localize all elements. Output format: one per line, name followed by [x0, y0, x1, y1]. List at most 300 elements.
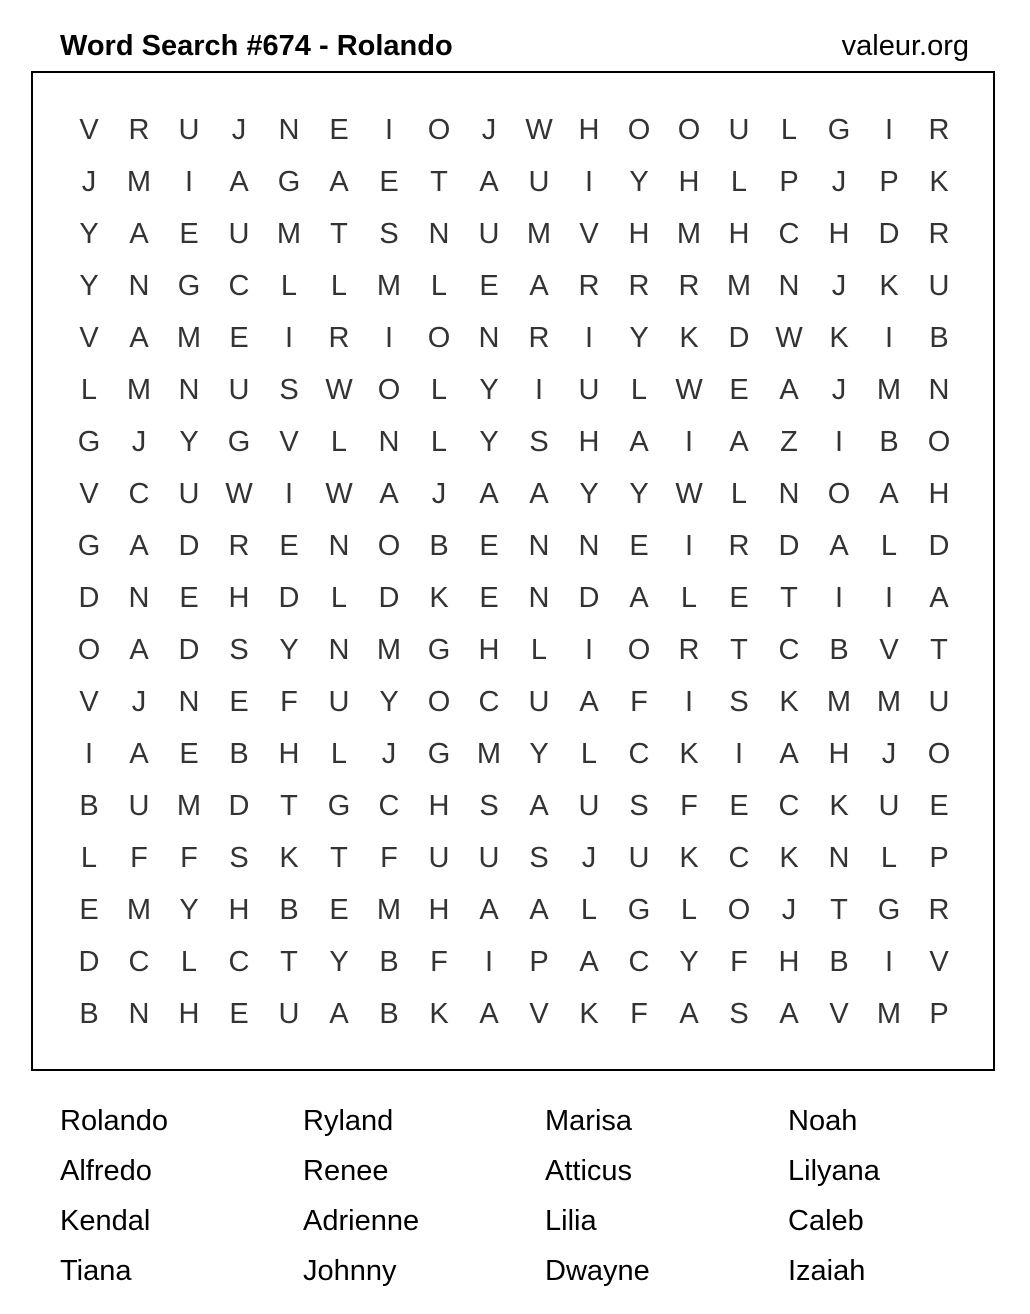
grid-cell[interactable]: C	[778, 790, 800, 822]
grid-cell[interactable]: T	[330, 842, 348, 874]
grid-cell[interactable]: R	[678, 270, 700, 302]
grid-cell[interactable]: K	[879, 270, 899, 302]
grid-cell[interactable]: O	[927, 426, 951, 458]
grid-cell[interactable]: U	[478, 842, 500, 874]
grid-cell[interactable]: A	[479, 478, 499, 510]
grid-cell[interactable]: R	[628, 270, 650, 302]
grid-cell[interactable]: A	[679, 998, 699, 1030]
grid-cell[interactable]: A	[529, 270, 549, 302]
grid-cell[interactable]: M	[876, 374, 902, 406]
grid-cell[interactable]: D	[928, 530, 950, 562]
grid-cell[interactable]: A	[479, 894, 499, 926]
grid-cell[interactable]: I	[684, 530, 694, 562]
grid-cell[interactable]: T	[730, 634, 748, 666]
grid-cell[interactable]: H	[428, 894, 450, 926]
grid-cell[interactable]: Y	[479, 374, 499, 406]
grid-cell[interactable]: V	[579, 218, 599, 250]
grid-cell[interactable]: A	[229, 166, 249, 198]
grid-cell[interactable]: E	[629, 530, 649, 562]
grid-cell[interactable]: E	[379, 166, 399, 198]
grid-cell[interactable]: K	[679, 842, 699, 874]
grid-cell[interactable]: U	[928, 686, 950, 718]
grid-cell[interactable]: L	[330, 426, 348, 458]
grid-cell[interactable]: I	[884, 322, 894, 354]
grid-cell[interactable]: A	[129, 530, 149, 562]
grid-cell[interactable]: R	[228, 530, 250, 562]
grid-cell[interactable]: B	[429, 530, 449, 562]
grid-cell[interactable]: T	[280, 790, 298, 822]
grid-cell[interactable]: V	[79, 114, 99, 146]
grid-cell[interactable]: N	[528, 530, 550, 562]
grid-cell[interactable]: P	[929, 842, 949, 874]
grid-cell[interactable]: M	[176, 790, 202, 822]
grid-cell[interactable]: A	[779, 998, 799, 1030]
grid-cell[interactable]: B	[79, 790, 99, 822]
grid-cell[interactable]: Y	[179, 894, 199, 926]
grid-cell[interactable]: W	[675, 374, 703, 406]
grid-cell[interactable]: N	[178, 686, 200, 718]
grid-cell[interactable]: Z	[780, 426, 798, 458]
grid-cell[interactable]: U	[528, 166, 550, 198]
grid-cell[interactable]: I	[834, 426, 844, 458]
grid-cell[interactable]: Y	[379, 686, 399, 718]
grid-cell[interactable]: U	[578, 374, 600, 406]
grid-cell[interactable]: N	[528, 582, 550, 614]
grid-cell[interactable]: T	[430, 166, 448, 198]
grid-cell[interactable]: P	[529, 946, 549, 978]
grid-cell[interactable]: U	[228, 218, 250, 250]
grid-cell[interactable]: C	[728, 842, 750, 874]
grid-cell[interactable]: Y	[579, 478, 599, 510]
grid-cell[interactable]: J	[481, 114, 497, 146]
grid-cell[interactable]: Y	[679, 946, 699, 978]
grid-cell[interactable]: G	[827, 114, 851, 146]
grid-cell[interactable]: U	[128, 790, 150, 822]
grid-cell[interactable]: Y	[629, 322, 649, 354]
grid-cell[interactable]: Y	[179, 426, 199, 458]
grid-cell[interactable]: B	[829, 634, 849, 666]
grid-cell[interactable]: I	[834, 582, 844, 614]
grid-cell[interactable]: H	[778, 946, 800, 978]
grid-cell[interactable]: S	[279, 374, 299, 406]
grid-cell[interactable]: O	[427, 322, 451, 354]
grid-cell[interactable]: G	[77, 530, 101, 562]
grid-cell[interactable]: I	[84, 738, 94, 770]
grid-cell[interactable]: A	[579, 686, 599, 718]
grid-cell[interactable]: Y	[329, 946, 349, 978]
grid-cell[interactable]: I	[384, 322, 394, 354]
grid-cell[interactable]: D	[78, 582, 100, 614]
grid-cell[interactable]: D	[228, 790, 250, 822]
grid-cell[interactable]: L	[80, 842, 98, 874]
grid-cell[interactable]: A	[329, 166, 349, 198]
grid-cell[interactable]: G	[627, 894, 651, 926]
grid-cell[interactable]: H	[728, 218, 750, 250]
grid-cell[interactable]: E	[479, 530, 499, 562]
grid-cell[interactable]: U	[928, 270, 950, 302]
grid-cell[interactable]: F	[380, 842, 398, 874]
grid-cell[interactable]: A	[129, 738, 149, 770]
grid-cell[interactable]: I	[584, 634, 594, 666]
grid-cell[interactable]: K	[429, 998, 449, 1030]
grid-cell[interactable]: G	[277, 166, 301, 198]
grid-cell[interactable]: V	[79, 478, 99, 510]
grid-cell[interactable]: A	[479, 998, 499, 1030]
grid-cell[interactable]: S	[229, 634, 249, 666]
grid-cell[interactable]: O	[427, 686, 451, 718]
grid-cell[interactable]: K	[829, 790, 849, 822]
grid-cell[interactable]: I	[884, 114, 894, 146]
grid-cell[interactable]: S	[479, 790, 499, 822]
grid-cell[interactable]: N	[478, 322, 500, 354]
grid-cell[interactable]: L	[430, 374, 448, 406]
grid-cell[interactable]: S	[379, 218, 399, 250]
grid-cell[interactable]: W	[525, 114, 553, 146]
grid-cell[interactable]: F	[630, 686, 648, 718]
grid-cell[interactable]: E	[179, 738, 199, 770]
grid-cell[interactable]: C	[228, 946, 250, 978]
grid-cell[interactable]: U	[178, 478, 200, 510]
grid-cell[interactable]: L	[880, 842, 898, 874]
grid-cell[interactable]: N	[328, 634, 350, 666]
grid-cell[interactable]: S	[529, 426, 549, 458]
grid-cell[interactable]: Y	[529, 738, 549, 770]
grid-cell[interactable]: U	[578, 790, 600, 822]
grid-cell[interactable]: A	[929, 582, 949, 614]
grid-cell[interactable]: Y	[629, 166, 649, 198]
grid-cell[interactable]: J	[131, 686, 147, 718]
grid-cell[interactable]: F	[680, 790, 698, 822]
grid-cell[interactable]: V	[79, 686, 99, 718]
grid-cell[interactable]: J	[831, 166, 847, 198]
grid-cell[interactable]: E	[729, 790, 749, 822]
grid-cell[interactable]: W	[325, 478, 353, 510]
grid-cell[interactable]: B	[379, 946, 399, 978]
grid-cell[interactable]: E	[329, 114, 349, 146]
grid-cell[interactable]: L	[430, 426, 448, 458]
grid-cell[interactable]: S	[529, 842, 549, 874]
grid-cell[interactable]: L	[730, 478, 748, 510]
grid-cell[interactable]: K	[929, 166, 949, 198]
grid-cell[interactable]: A	[729, 426, 749, 458]
grid-cell[interactable]: A	[529, 478, 549, 510]
grid-cell[interactable]: Y	[79, 270, 99, 302]
grid-cell[interactable]: D	[778, 530, 800, 562]
grid-cell[interactable]: M	[826, 686, 852, 718]
grid-cell[interactable]: M	[126, 894, 152, 926]
grid-cell[interactable]: L	[330, 738, 348, 770]
grid-cell[interactable]: D	[578, 582, 600, 614]
grid-cell[interactable]: N	[178, 374, 200, 406]
grid-cell[interactable]: M	[676, 218, 702, 250]
grid-cell[interactable]: W	[775, 322, 803, 354]
grid-cell[interactable]: J	[831, 270, 847, 302]
grid-cell[interactable]: C	[228, 270, 250, 302]
grid-cell[interactable]: K	[279, 842, 299, 874]
grid-cell[interactable]: A	[129, 322, 149, 354]
grid-cell[interactable]: J	[881, 738, 897, 770]
grid-cell[interactable]: J	[131, 426, 147, 458]
grid-cell[interactable]: M	[176, 322, 202, 354]
grid-cell[interactable]: M	[126, 374, 152, 406]
grid-cell[interactable]: Y	[279, 634, 299, 666]
grid-cell[interactable]: I	[284, 322, 294, 354]
grid-cell[interactable]: M	[876, 998, 902, 1030]
grid-cell[interactable]: E	[79, 894, 99, 926]
grid-cell[interactable]: E	[179, 218, 199, 250]
grid-cell[interactable]: H	[628, 218, 650, 250]
grid-cell[interactable]: I	[884, 582, 894, 614]
grid-cell[interactable]: C	[128, 478, 150, 510]
grid-cell[interactable]: D	[728, 322, 750, 354]
grid-cell[interactable]: N	[828, 842, 850, 874]
grid-cell[interactable]: O	[427, 114, 451, 146]
grid-cell[interactable]: M	[126, 166, 152, 198]
grid-cell[interactable]: N	[128, 582, 150, 614]
grid-cell[interactable]: E	[729, 582, 749, 614]
grid-cell[interactable]: C	[628, 738, 650, 770]
grid-cell[interactable]: M	[376, 894, 402, 926]
grid-cell[interactable]: I	[584, 166, 594, 198]
grid-cell[interactable]: A	[129, 218, 149, 250]
grid-cell[interactable]: H	[228, 894, 250, 926]
grid-cell[interactable]: G	[77, 426, 101, 458]
grid-cell[interactable]: K	[429, 582, 449, 614]
grid-cell[interactable]: T	[330, 218, 348, 250]
grid-cell[interactable]: U	[478, 218, 500, 250]
grid-cell[interactable]: S	[229, 842, 249, 874]
grid-cell[interactable]: N	[578, 530, 600, 562]
grid-cell[interactable]: U	[428, 842, 450, 874]
grid-cell[interactable]: G	[227, 426, 251, 458]
grid-cell[interactable]: I	[684, 426, 694, 458]
grid-cell[interactable]: E	[479, 582, 499, 614]
grid-cell[interactable]: I	[484, 946, 494, 978]
grid-cell[interactable]: A	[479, 166, 499, 198]
grid-cell[interactable]: P	[929, 998, 949, 1030]
grid-cell[interactable]: E	[329, 894, 349, 926]
grid-cell[interactable]: D	[78, 946, 100, 978]
grid-cell[interactable]: H	[228, 582, 250, 614]
grid-cell[interactable]: H	[178, 998, 200, 1030]
grid-cell[interactable]: N	[278, 114, 300, 146]
grid-cell[interactable]: R	[928, 114, 950, 146]
grid-cell[interactable]: I	[584, 322, 594, 354]
grid-cell[interactable]: G	[427, 738, 451, 770]
grid-cell[interactable]: L	[180, 946, 198, 978]
grid-cell[interactable]: F	[730, 946, 748, 978]
grid-cell[interactable]: R	[328, 322, 350, 354]
grid-cell[interactable]: O	[727, 894, 751, 926]
grid-cell[interactable]: V	[279, 426, 299, 458]
grid-cell[interactable]: E	[479, 270, 499, 302]
grid-cell[interactable]: L	[330, 582, 348, 614]
grid-cell[interactable]: O	[377, 530, 401, 562]
grid-cell[interactable]: A	[529, 894, 549, 926]
grid-cell[interactable]: M	[526, 218, 552, 250]
grid-cell[interactable]: C	[778, 218, 800, 250]
grid-cell[interactable]: A	[629, 582, 649, 614]
grid-cell[interactable]: O	[927, 738, 951, 770]
grid-cell[interactable]: Y	[79, 218, 99, 250]
grid-cell[interactable]: K	[779, 686, 799, 718]
grid-cell[interactable]: N	[378, 426, 400, 458]
grid-cell[interactable]: L	[530, 634, 548, 666]
grid-cell[interactable]: E	[229, 686, 249, 718]
grid-cell[interactable]: P	[879, 166, 899, 198]
grid-cell[interactable]: W	[325, 374, 353, 406]
grid-cell[interactable]: I	[884, 946, 894, 978]
grid-cell[interactable]: C	[478, 686, 500, 718]
grid-cell[interactable]: L	[680, 894, 698, 926]
grid-cell[interactable]: K	[579, 998, 599, 1030]
grid-cell[interactable]: L	[880, 530, 898, 562]
grid-cell[interactable]: G	[177, 270, 201, 302]
grid-cell[interactable]: T	[780, 582, 798, 614]
grid-cell[interactable]: D	[278, 582, 300, 614]
grid-cell[interactable]: L	[730, 166, 748, 198]
grid-cell[interactable]: L	[330, 270, 348, 302]
grid-cell[interactable]: B	[829, 946, 849, 978]
grid-cell[interactable]: V	[929, 946, 949, 978]
grid-cell[interactable]: R	[928, 894, 950, 926]
grid-cell[interactable]: U	[328, 686, 350, 718]
grid-cell[interactable]: E	[929, 790, 949, 822]
grid-cell[interactable]: E	[229, 998, 249, 1030]
grid-cell[interactable]: R	[578, 270, 600, 302]
grid-cell[interactable]: B	[279, 894, 299, 926]
grid-cell[interactable]: D	[178, 634, 200, 666]
grid-cell[interactable]: O	[627, 634, 651, 666]
grid-cell[interactable]: J	[231, 114, 247, 146]
grid-cell[interactable]: H	[828, 738, 850, 770]
grid-cell[interactable]: F	[280, 686, 298, 718]
grid-cell[interactable]: M	[476, 738, 502, 770]
grid-cell[interactable]: I	[534, 374, 544, 406]
grid-cell[interactable]: H	[678, 166, 700, 198]
grid-cell[interactable]: N	[128, 998, 150, 1030]
grid-cell[interactable]: B	[379, 998, 399, 1030]
grid-cell[interactable]: L	[280, 270, 298, 302]
grid-cell[interactable]: I	[734, 738, 744, 770]
grid-cell[interactable]: A	[829, 530, 849, 562]
grid-cell[interactable]: B	[929, 322, 949, 354]
grid-cell[interactable]: G	[427, 634, 451, 666]
grid-cell[interactable]: A	[629, 426, 649, 458]
grid-cell[interactable]: A	[779, 374, 799, 406]
grid-cell[interactable]: V	[879, 634, 899, 666]
grid-cell[interactable]: M	[376, 270, 402, 302]
grid-cell[interactable]: A	[529, 790, 549, 822]
grid-cell[interactable]: N	[128, 270, 150, 302]
grid-cell[interactable]: W	[225, 478, 253, 510]
grid-cell[interactable]: P	[779, 166, 799, 198]
grid-cell[interactable]: A	[579, 946, 599, 978]
grid-cell[interactable]: O	[827, 478, 851, 510]
grid-cell[interactable]: F	[180, 842, 198, 874]
grid-cell[interactable]: R	[528, 322, 550, 354]
grid-cell[interactable]: N	[778, 478, 800, 510]
grid-cell[interactable]: L	[430, 270, 448, 302]
grid-cell[interactable]: N	[428, 218, 450, 250]
grid-cell[interactable]: U	[628, 842, 650, 874]
grid-cell[interactable]: K	[679, 322, 699, 354]
grid-cell[interactable]: E	[229, 322, 249, 354]
grid-cell[interactable]: J	[381, 738, 397, 770]
grid-cell[interactable]: H	[428, 790, 450, 822]
grid-cell[interactable]: U	[878, 790, 900, 822]
grid-cell[interactable]: M	[376, 634, 402, 666]
grid-cell[interactable]: O	[627, 114, 651, 146]
grid-cell[interactable]: L	[580, 738, 598, 770]
grid-cell[interactable]: F	[130, 842, 148, 874]
grid-cell[interactable]: F	[630, 998, 648, 1030]
grid-cell[interactable]: D	[878, 218, 900, 250]
grid-cell[interactable]: K	[779, 842, 799, 874]
grid-cell[interactable]: B	[79, 998, 99, 1030]
grid-cell[interactable]: J	[831, 374, 847, 406]
grid-cell[interactable]: T	[280, 946, 298, 978]
grid-cell[interactable]: Y	[629, 478, 649, 510]
grid-cell[interactable]: A	[779, 738, 799, 770]
grid-cell[interactable]: N	[928, 374, 950, 406]
grid-cell[interactable]: J	[781, 894, 797, 926]
grid-cell[interactable]: V	[529, 998, 549, 1030]
grid-cell[interactable]: R	[928, 218, 950, 250]
grid-cell[interactable]: D	[378, 582, 400, 614]
grid-cell[interactable]: R	[128, 114, 150, 146]
grid-cell[interactable]: S	[729, 686, 749, 718]
grid-cell[interactable]: J	[431, 478, 447, 510]
grid-cell[interactable]: J	[581, 842, 597, 874]
grid-cell[interactable]: U	[278, 998, 300, 1030]
grid-cell[interactable]: F	[430, 946, 448, 978]
grid-cell[interactable]: A	[329, 998, 349, 1030]
grid-cell[interactable]: H	[928, 478, 950, 510]
grid-cell[interactable]: M	[276, 218, 302, 250]
grid-cell[interactable]: S	[729, 998, 749, 1030]
grid-cell[interactable]: H	[828, 218, 850, 250]
grid-cell[interactable]: L	[80, 374, 98, 406]
grid-cell[interactable]: U	[178, 114, 200, 146]
grid-cell[interactable]: L	[630, 374, 648, 406]
grid-cell[interactable]: I	[384, 114, 394, 146]
grid-cell[interactable]: I	[684, 686, 694, 718]
grid-cell[interactable]: K	[829, 322, 849, 354]
grid-cell[interactable]: V	[829, 998, 849, 1030]
grid-cell[interactable]: I	[284, 478, 294, 510]
grid-cell[interactable]: H	[578, 426, 600, 458]
grid-cell[interactable]: H	[478, 634, 500, 666]
grid-cell[interactable]: G	[327, 790, 351, 822]
grid-cell[interactable]: H	[578, 114, 600, 146]
grid-cell[interactable]: L	[580, 894, 598, 926]
grid-cell[interactable]: H	[278, 738, 300, 770]
grid-cell[interactable]: M	[876, 686, 902, 718]
grid-cell[interactable]: C	[628, 946, 650, 978]
grid-cell[interactable]: N	[328, 530, 350, 562]
grid-cell[interactable]: C	[128, 946, 150, 978]
grid-cell[interactable]: U	[728, 114, 750, 146]
grid-cell[interactable]: B	[229, 738, 249, 770]
grid-cell[interactable]: I	[184, 166, 194, 198]
grid-cell[interactable]: D	[178, 530, 200, 562]
grid-cell[interactable]: J	[81, 166, 97, 198]
grid-cell[interactable]: E	[179, 582, 199, 614]
grid-cell[interactable]: R	[678, 634, 700, 666]
grid-cell[interactable]: O	[77, 634, 101, 666]
grid-cell[interactable]: O	[377, 374, 401, 406]
